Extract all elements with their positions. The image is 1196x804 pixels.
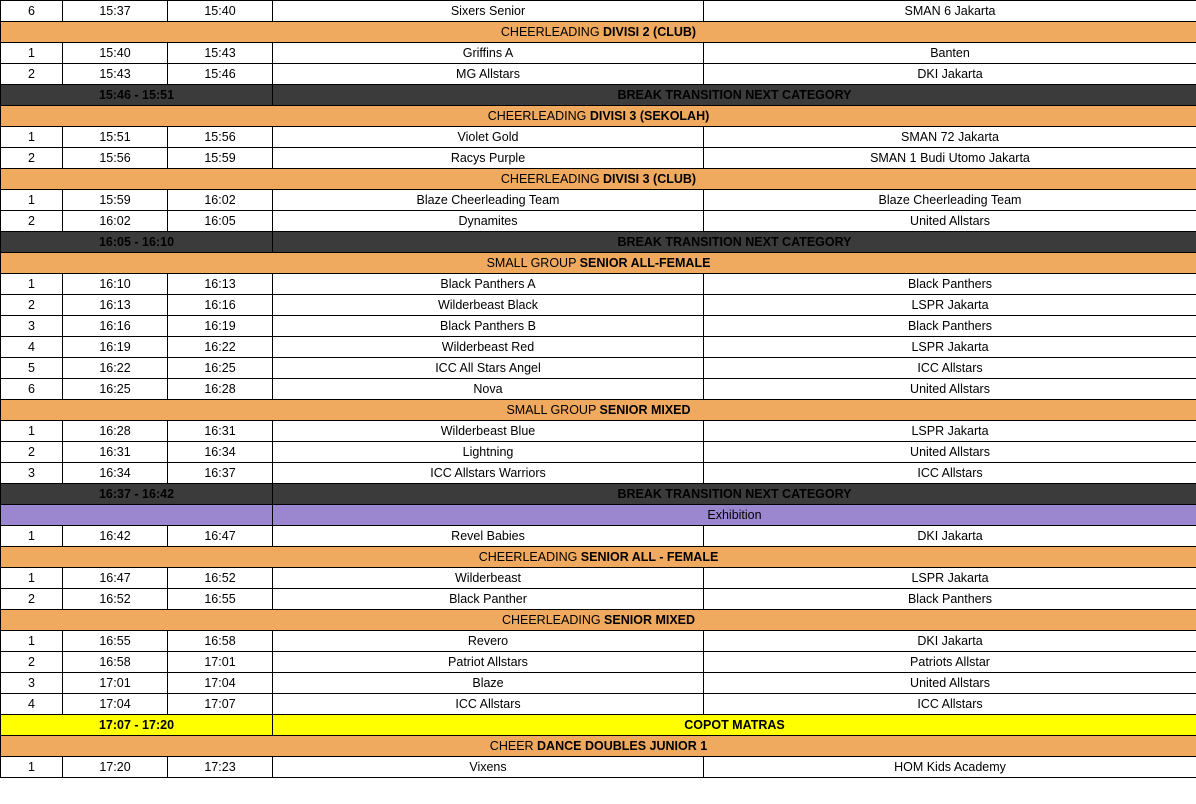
category-label (1, 22, 1196, 43)
table-row (1, 442, 1196, 463)
cell-club: Black Panthers (704, 316, 1196, 337)
exhibition-row (1, 505, 1196, 526)
cell-start: 16:28 (63, 421, 168, 442)
category-prefix: CHEERLEADING (478, 550, 581, 564)
category-label (1, 400, 1196, 421)
table-row (1, 127, 1196, 148)
category-header-row (1, 547, 1196, 568)
cell-start: 16:31 (63, 442, 168, 463)
category-strong: SENIOR MIXED (599, 403, 691, 417)
break-time: 16:05 - 16:10 (1, 232, 273, 253)
cell-start: 16:58 (63, 652, 168, 673)
table-row (1, 526, 1196, 547)
cell-team: Revero (273, 631, 704, 652)
category-strong: SENIOR ALL - FEMALE (580, 550, 719, 564)
cell-end: 16:16 (168, 295, 273, 316)
category-prefix: CHEERLEADING (501, 613, 605, 627)
cell-end: 15:59 (168, 148, 273, 169)
category-label (1, 610, 1196, 631)
cell-club: DKI Jakarta (704, 631, 1196, 652)
category-header-row (1, 169, 1196, 190)
cell-club: DKI Jakarta (704, 526, 1196, 547)
category-strong: SENIOR MIXED (604, 613, 696, 627)
table-row (1, 316, 1196, 337)
cell-no: 5 (1, 358, 63, 379)
category-strong: SENIOR ALL-FEMALE (579, 256, 711, 270)
cell-team: Wilderbeast Blue (273, 421, 704, 442)
cell-end: 16:52 (168, 568, 273, 589)
table-row (1, 1, 1196, 22)
cell-club: Black Panthers (704, 589, 1196, 610)
category-label (1, 547, 1196, 568)
table-row (1, 358, 1196, 379)
cell-team: ICC Allstars Warriors (273, 463, 704, 484)
cell-club: Black Panthers (704, 274, 1196, 295)
cell-end: 17:23 (168, 757, 273, 778)
category-strong: DANCE DOUBLES JUNIOR 1 (537, 739, 708, 753)
table-row (1, 694, 1196, 715)
cell-no: 1 (1, 127, 63, 148)
cell-start: 15:56 (63, 148, 168, 169)
break-label: BREAK TRANSITION NEXT CATEGORY (273, 85, 1196, 106)
cell-end: 16:58 (168, 631, 273, 652)
cell-start: 16:16 (63, 316, 168, 337)
cell-no: 2 (1, 148, 63, 169)
cell-club: LSPR Jakarta (704, 421, 1196, 442)
cell-no: 6 (1, 379, 63, 400)
cell-start: 16:34 (63, 463, 168, 484)
table-row (1, 379, 1196, 400)
cell-no: 2 (1, 589, 63, 610)
category-label (1, 169, 1196, 190)
cell-no: 1 (1, 526, 63, 547)
cell-start: 16:13 (63, 295, 168, 316)
cell-start: 15:43 (63, 64, 168, 85)
copot-row (1, 715, 1196, 736)
cell-start: 17:01 (63, 673, 168, 694)
cell-start: 16:47 (63, 568, 168, 589)
cell-club: SMAN 72 Jakarta (704, 127, 1196, 148)
cell-team: ICC Allstars (273, 694, 704, 715)
cell-no: 2 (1, 295, 63, 316)
category-prefix: CHEERLEADING (487, 109, 590, 123)
break-row (1, 484, 1196, 505)
cell-start: 17:04 (63, 694, 168, 715)
category-header-row (1, 736, 1196, 757)
cell-end: 16:25 (168, 358, 273, 379)
cell-no: 3 (1, 673, 63, 694)
cell-start: 15:51 (63, 127, 168, 148)
cell-end: 16:31 (168, 421, 273, 442)
table-row (1, 421, 1196, 442)
cell-team: Revel Babies (273, 526, 704, 547)
cell-no: 6 (1, 1, 63, 22)
cell-team: Blaze (273, 673, 704, 694)
cell-start: 15:59 (63, 190, 168, 211)
category-label (1, 106, 1196, 127)
cell-club: Blaze Cheerleading Team (704, 190, 1196, 211)
cell-club: HOM Kids Academy (704, 757, 1196, 778)
cell-end: 16:28 (168, 379, 273, 400)
cell-team: ICC All Stars Angel (273, 358, 704, 379)
cell-team: Wilderbeast (273, 568, 704, 589)
cell-no: 4 (1, 694, 63, 715)
cell-start: 16:42 (63, 526, 168, 547)
cell-end: 16:37 (168, 463, 273, 484)
cell-club: ICC Allstars (704, 358, 1196, 379)
category-header-row (1, 400, 1196, 421)
cell-team: Patriot Allstars (273, 652, 704, 673)
cell-end: 17:01 (168, 652, 273, 673)
cell-no: 2 (1, 64, 63, 85)
category-strong: DIVISI 3 (CLUB) (603, 172, 697, 186)
table-row (1, 295, 1196, 316)
cell-team: Blaze Cheerleading Team (273, 190, 704, 211)
cell-start: 16:55 (63, 631, 168, 652)
cell-no: 3 (1, 316, 63, 337)
copot-label: COPOT MATRAS (273, 715, 1196, 736)
category-label (1, 736, 1196, 757)
cell-team: Sixers Senior (273, 1, 704, 22)
cell-start: 16:19 (63, 337, 168, 358)
cell-no: 1 (1, 274, 63, 295)
category-prefix: CHEERLEADING (500, 25, 604, 39)
category-prefix: SMALL GROUP (506, 403, 600, 417)
exhibition-time (1, 505, 273, 526)
table-row (1, 568, 1196, 589)
table-row (1, 190, 1196, 211)
category-label (1, 253, 1196, 274)
cell-end: 16:34 (168, 442, 273, 463)
cell-club: SMAN 6 Jakarta (704, 1, 1196, 22)
cell-start: 15:40 (63, 43, 168, 64)
table-row (1, 337, 1196, 358)
cell-team: Vixens (273, 757, 704, 778)
cell-team: MG Allstars (273, 64, 704, 85)
table-row (1, 631, 1196, 652)
copot-time: 17:07 - 17:20 (1, 715, 273, 736)
table-row (1, 652, 1196, 673)
break-row (1, 232, 1196, 253)
cell-club: Patriots Allstar (704, 652, 1196, 673)
cell-club: United Allstars (704, 442, 1196, 463)
table-row (1, 463, 1196, 484)
cell-no: 1 (1, 631, 63, 652)
cell-team: Dynamites (273, 211, 704, 232)
schedule-body (1, 1, 1196, 778)
cell-team: Racys Purple (273, 148, 704, 169)
cell-team: Griffins A (273, 43, 704, 64)
break-time: 15:46 - 15:51 (1, 85, 273, 106)
cell-end: 15:56 (168, 127, 273, 148)
category-header-row (1, 253, 1196, 274)
exhibition-label: Exhibition (273, 505, 1196, 526)
table-row (1, 148, 1196, 169)
cell-no: 2 (1, 442, 63, 463)
cell-team: Black Panthers B (273, 316, 704, 337)
cell-no: 2 (1, 652, 63, 673)
cell-team: Black Panthers A (273, 274, 704, 295)
cell-no: 1 (1, 757, 63, 778)
cell-start: 16:10 (63, 274, 168, 295)
cell-team: Violet Gold (273, 127, 704, 148)
cell-team: Lightning (273, 442, 704, 463)
cell-start: 16:52 (63, 589, 168, 610)
cell-end: 16:47 (168, 526, 273, 547)
cell-club: ICC Allstars (704, 463, 1196, 484)
cell-end: 17:07 (168, 694, 273, 715)
cell-start: 15:37 (63, 1, 168, 22)
cell-club: SMAN 1 Budi Utomo Jakarta (704, 148, 1196, 169)
cell-club: LSPR Jakarta (704, 568, 1196, 589)
table-row (1, 274, 1196, 295)
table-row (1, 589, 1196, 610)
cell-team: Black Panther (273, 589, 704, 610)
category-header-row (1, 610, 1196, 631)
cell-club: DKI Jakarta (704, 64, 1196, 85)
cell-end: 16:55 (168, 589, 273, 610)
cell-start: 17:20 (63, 757, 168, 778)
cell-team: Nova (273, 379, 704, 400)
cell-club: United Allstars (704, 673, 1196, 694)
cell-end: 16:02 (168, 190, 273, 211)
break-label: BREAK TRANSITION NEXT CATEGORY (273, 484, 1196, 505)
break-row (1, 85, 1196, 106)
cell-team: Wilderbeast Red (273, 337, 704, 358)
cell-end: 16:05 (168, 211, 273, 232)
table-row (1, 757, 1196, 778)
cell-no: 1 (1, 43, 63, 64)
cell-end: 15:43 (168, 43, 273, 64)
cell-end: 16:22 (168, 337, 273, 358)
cell-end: 16:19 (168, 316, 273, 337)
cell-start: 16:22 (63, 358, 168, 379)
cell-end: 15:46 (168, 64, 273, 85)
cell-no: 1 (1, 568, 63, 589)
category-prefix: CHEERLEADING (500, 172, 604, 186)
cell-start: 16:25 (63, 379, 168, 400)
cell-end: 16:13 (168, 274, 273, 295)
cell-no: 3 (1, 463, 63, 484)
cell-club: LSPR Jakarta (704, 295, 1196, 316)
cell-end: 17:04 (168, 673, 273, 694)
cell-no: 2 (1, 211, 63, 232)
category-header-row (1, 106, 1196, 127)
category-prefix: SMALL GROUP (486, 256, 580, 270)
cell-team: Wilderbeast Black (273, 295, 704, 316)
cell-club: United Allstars (704, 211, 1196, 232)
cell-club: LSPR Jakarta (704, 337, 1196, 358)
cell-start: 16:02 (63, 211, 168, 232)
cell-club: United Allstars (704, 379, 1196, 400)
cell-no: 4 (1, 337, 63, 358)
table-row (1, 673, 1196, 694)
break-label: BREAK TRANSITION NEXT CATEGORY (273, 232, 1196, 253)
break-time: 16:37 - 16:42 (1, 484, 273, 505)
cell-club: Banten (704, 43, 1196, 64)
cell-club: ICC Allstars (704, 694, 1196, 715)
table-row (1, 64, 1196, 85)
category-strong: DIVISI 3 (SEKOLAH) (589, 109, 710, 123)
cell-end: 15:40 (168, 1, 273, 22)
table-row (1, 43, 1196, 64)
table-row (1, 211, 1196, 232)
category-header-row (1, 22, 1196, 43)
category-strong: DIVISI 2 (CLUB) (603, 25, 697, 39)
cell-no: 1 (1, 190, 63, 211)
cell-no: 1 (1, 421, 63, 442)
category-prefix: CHEER (489, 739, 538, 753)
